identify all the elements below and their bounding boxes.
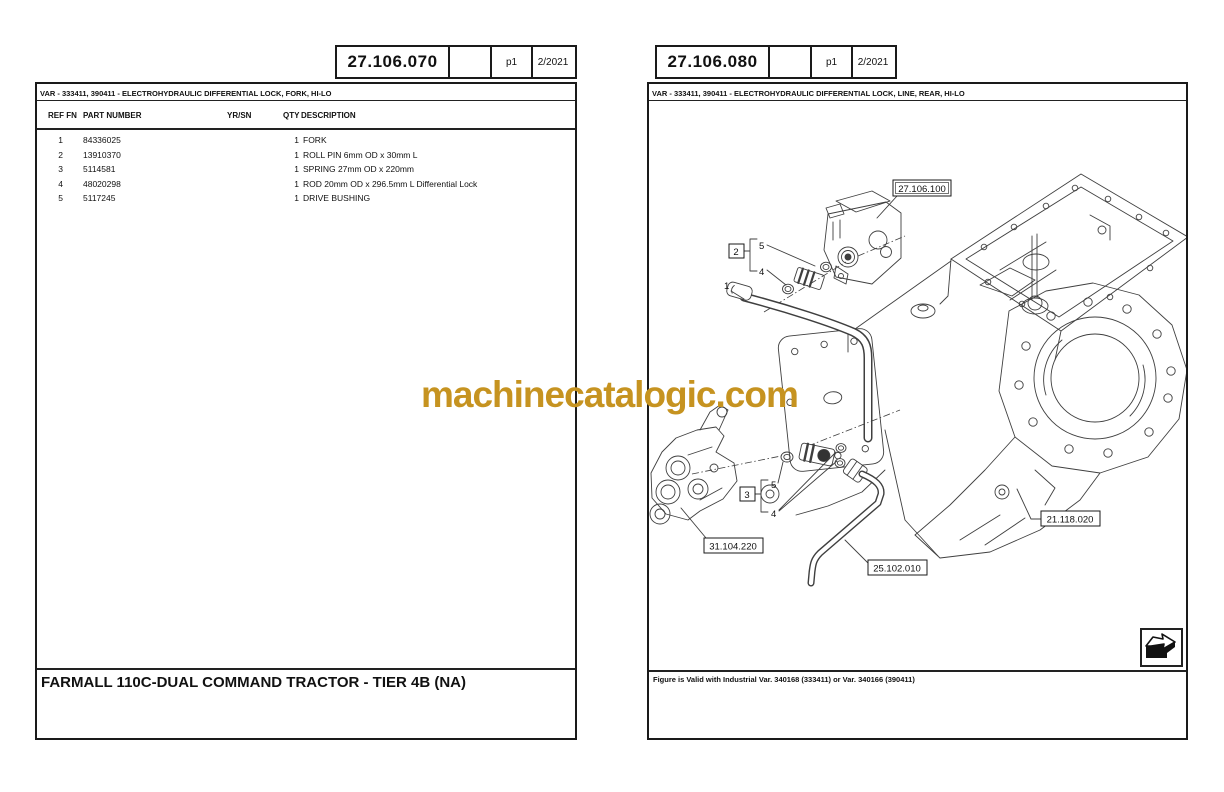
callout-item-2: 2 bbox=[733, 247, 739, 258]
row-qty: 1 bbox=[294, 164, 299, 174]
table-row bbox=[37, 148, 575, 163]
callout-item-5b: 5 bbox=[771, 480, 777, 491]
col-qty: QTY bbox=[283, 111, 300, 120]
callout-item-5: 5 bbox=[759, 241, 765, 252]
row-ref: 4 bbox=[58, 178, 63, 189]
left-header-empty-cell bbox=[448, 47, 490, 77]
row-ref: 5 bbox=[58, 193, 63, 203]
row-description: ROD 20mm OD x 296.5mm L Differential Lock bbox=[303, 178, 478, 189]
row-description: FORK bbox=[303, 135, 327, 145]
left-page-number: p1 bbox=[490, 47, 531, 77]
row-qty: 1 bbox=[294, 135, 299, 145]
row-part-number: 5117245 bbox=[83, 193, 116, 203]
row-part-number: 84336025 bbox=[83, 135, 121, 145]
right-variant-title: VAR - 333411, 390411 - ELECTROHYDRAULIC DIFFERENTIAL LOCK, LINE, REAR, HI-LO bbox=[649, 84, 1186, 101]
diagram-ref-housing: 21.118.020 bbox=[1046, 514, 1094, 526]
row-part-number: 48020298 bbox=[83, 178, 121, 189]
right-page-number: p1 bbox=[810, 47, 851, 77]
row-ref: 2 bbox=[58, 149, 63, 160]
table-row bbox=[37, 191, 575, 206]
right-page-header-box bbox=[655, 45, 897, 79]
page-turn-arrow-icon bbox=[1140, 628, 1183, 667]
right-section-code: 27.106.080 bbox=[667, 52, 758, 71]
tractor-model-title: FARMALL 110C-DUAL COMMAND TRACTOR - TIER 4B (NA) bbox=[37, 668, 575, 738]
row-ref: 3 bbox=[58, 164, 63, 174]
site-watermark: machinecatalogic.com bbox=[421, 374, 798, 415]
diagram-ref-valve: 27.106.100 bbox=[898, 184, 946, 195]
row-description: SPRING 27mm OD x 220mm bbox=[303, 164, 414, 174]
diagram-ref-pump: 31.104.220 bbox=[709, 541, 757, 553]
callout-item-4b: 4 bbox=[771, 509, 777, 520]
right-revision-date: 2/2021 bbox=[851, 47, 893, 77]
diagram-ref-line: 25.102.010 bbox=[873, 563, 921, 575]
table-row bbox=[37, 162, 575, 177]
callout-item-3: 3 bbox=[744, 490, 750, 501]
row-description: ROLL PIN 6mm OD x 30mm L bbox=[303, 149, 418, 160]
col-yr-sn: YR/SN bbox=[227, 111, 252, 120]
parts-table-header bbox=[37, 102, 575, 130]
row-part-number: 13910370 bbox=[83, 149, 121, 160]
left-revision-date: 2/2021 bbox=[531, 47, 573, 77]
left-variant-title: VAR - 333411, 390411 - ELECTROHYDRAULIC DIFFERENTIAL LOCK, FORK, HI-LO bbox=[37, 84, 575, 101]
row-part-number: 5114581 bbox=[83, 164, 116, 174]
row-description: DRIVE BUSHING bbox=[303, 193, 371, 203]
col-part-number: PART NUMBER bbox=[83, 111, 142, 120]
callout-item-1: 1 bbox=[724, 281, 730, 292]
figure-validity-note: Figure is Valid with Industrial Var. 340168 (333411) or Var. 340166 (390411) bbox=[649, 670, 1186, 738]
row-ref: 1 bbox=[58, 135, 63, 145]
right-header-empty-cell bbox=[768, 47, 810, 77]
row-qty: 1 bbox=[294, 178, 299, 189]
col-ref-fn: REF FN bbox=[48, 111, 77, 120]
left-page-header-box bbox=[335, 45, 577, 79]
row-qty: 1 bbox=[294, 193, 299, 203]
row-qty: 1 bbox=[294, 149, 299, 160]
parts-table-body bbox=[37, 133, 575, 206]
callout-item-4: 4 bbox=[759, 267, 765, 278]
left-section-code: 27.106.070 bbox=[347, 52, 438, 71]
table-row bbox=[37, 177, 575, 192]
table-row bbox=[37, 133, 575, 148]
col-description: DESCRIPTION bbox=[301, 111, 356, 120]
